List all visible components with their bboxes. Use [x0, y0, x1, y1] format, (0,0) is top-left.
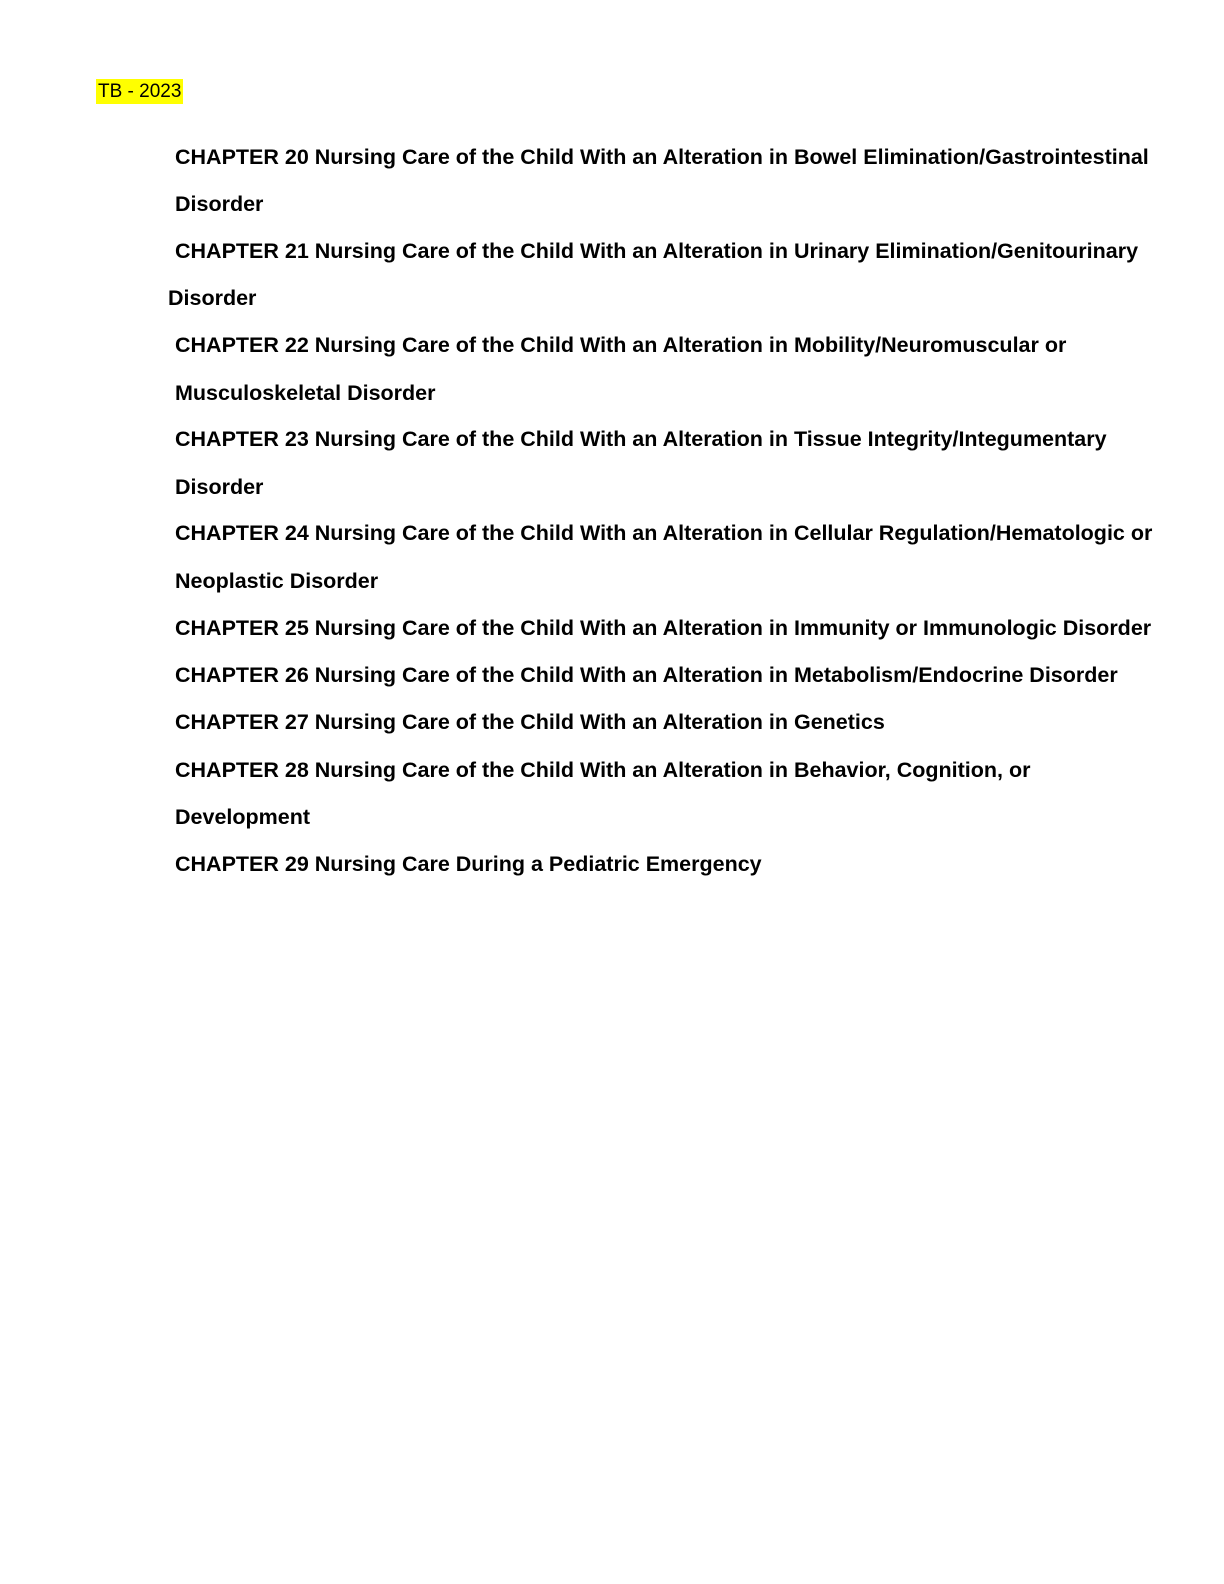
chapter-23-title-continued: Disorder — [175, 475, 264, 499]
chapter-25-title: CHAPTER 25 Nursing Care of the Child With an Alteration in Immunity or Immunologic Disorder — [175, 616, 1152, 640]
chapter-27-title: CHAPTER 27 Nursing Care of the Child With an Alteration in Genetics — [175, 710, 885, 734]
chapter-22-title-continued: Musculoskeletal Disorder — [175, 381, 436, 405]
year-tag-text: TB - 2023 — [98, 81, 182, 102]
chapter-21-title: CHAPTER 21 Nursing Care of the Child With an Alteration in Urinary Elimination/Genitourinary — [175, 239, 1139, 263]
chapter-20-title-continued: Disorder — [175, 192, 264, 216]
chapter-21-title-continued: Disorder — [168, 286, 257, 310]
chapter-26-title: CHAPTER 26 Nursing Care of the Child With an Alteration in Metabolism/Endocrine Disorder — [175, 663, 1118, 687]
chapter-20-title: CHAPTER 20 Nursing Care of the Child With an Alteration in Bowel Elimination/Gastrointestinal — [175, 145, 1149, 169]
year-tag-highlight — [96, 79, 183, 104]
chapter-24-title-continued: Neoplastic Disorder — [175, 569, 379, 593]
chapter-24-title: CHAPTER 24 Nursing Care of the Child With an Alteration in Cellular Regulation/Hematologic or — [175, 521, 1153, 545]
chapter-28-title-continued: Development — [175, 805, 311, 829]
chapter-29-title: CHAPTER 29 Nursing Care During a Pediatric Emergency — [175, 852, 762, 876]
chapter-22-title: CHAPTER 22 Nursing Care of the Child With an Alteration in Mobility/Neuromuscular or — [175, 333, 1067, 357]
chapter-28-title: CHAPTER 28 Nursing Care of the Child With an Alteration in Behavior, Cognition, or — [175, 758, 1031, 782]
chapter-23-title: CHAPTER 23 Nursing Care of the Child With an Alteration in Tissue Integrity/Integumentary — [175, 427, 1107, 451]
